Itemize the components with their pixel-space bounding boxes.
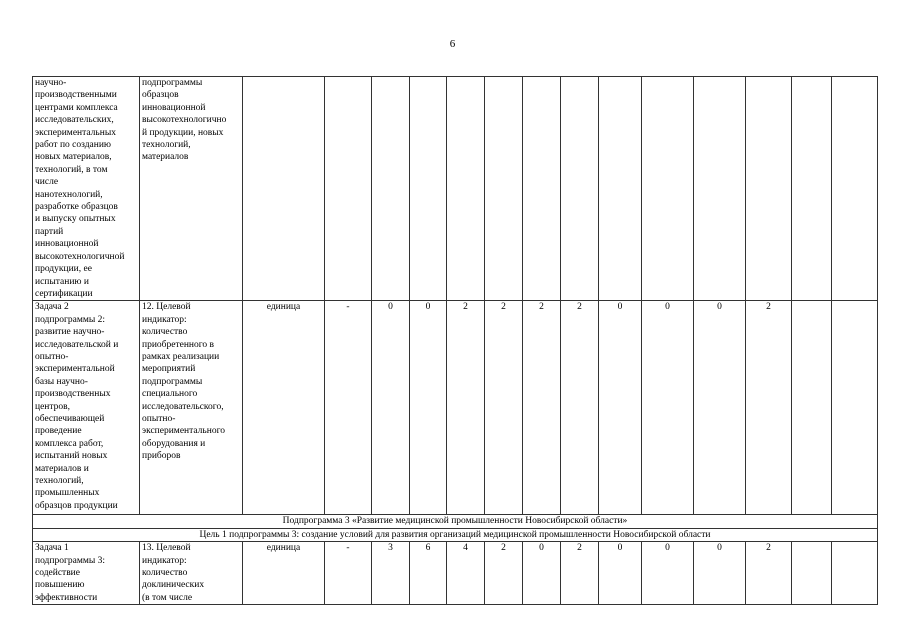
value-cell: -: [325, 542, 372, 605]
value-cell: 0: [523, 542, 561, 605]
task-cell: Задача 2 подпрограммы 2: развитие научно- исследовательской и опытно- экспериментальной базы научно- производственных центров, обеспечивающей проведение комплекса работ, испытаний новых материалов и технологий, промышленных образцов продукции: [33, 301, 140, 515]
value-cell: [561, 77, 599, 301]
value-cell: 2: [746, 542, 792, 605]
value-cell: 2: [447, 301, 485, 515]
value-cell: 2: [523, 301, 561, 515]
value-cell: [792, 301, 832, 515]
value-cell: 2: [746, 301, 792, 515]
indicator-cell: 13. Целевой индикатор: количество доклинических (в том числе: [140, 542, 243, 605]
value-cell: [485, 77, 523, 301]
value-cell: 0: [642, 301, 694, 515]
value-cell: 4: [447, 542, 485, 605]
value-cell: 2: [485, 301, 523, 515]
value-cell: [694, 77, 746, 301]
table-row: [33, 542, 878, 605]
value-cell: [832, 301, 878, 515]
value-cell: [832, 542, 878, 605]
value-cell: [746, 77, 792, 301]
value-cell: [447, 77, 485, 301]
task-cell: Задача 1 подпрограммы 3: содействие повышению эффективности: [33, 542, 140, 605]
value-cell: [410, 77, 447, 301]
value-cell: 3: [372, 542, 410, 605]
table-row: [33, 77, 878, 301]
value-cell: 0: [599, 542, 642, 605]
value-cell: -: [325, 301, 372, 515]
goal-heading-row: [33, 528, 878, 541]
value-cell: [599, 77, 642, 301]
table-row: [33, 301, 878, 515]
unit-cell: [243, 77, 325, 301]
value-cell: [832, 77, 878, 301]
value-cell: 6: [410, 542, 447, 605]
unit-cell: единица: [243, 301, 325, 515]
value-cell: 0: [694, 301, 746, 515]
task-cell: научно- производственными центрами комплекса исследовательских, экспериментальных работ по созданию новых материалов, технологий, в том числе нанотехнологий, разработке образцов и выпуску опытных партий инновационной высокотехнологичной продукции, ее испытанию и сертификации: [33, 77, 140, 301]
indicator-table: [32, 76, 878, 605]
subprogram-title: Подпрограмма 3 «Развитие медицинской промышленности Новосибирской области»: [33, 515, 878, 528]
value-cell: [792, 542, 832, 605]
subprogram-heading-row: [33, 515, 878, 528]
value-cell: 2: [485, 542, 523, 605]
goal-title: Цель 1 подпрограммы 3: создание условий для развития организаций медицинской промышленности Новосибирской области: [33, 528, 878, 541]
value-cell: [792, 77, 832, 301]
indicator-cell: 12. Целевой индикатор: количество приобретенного в рамках реализации мероприятий подпрограммы специального исследовательского, опытно- экспериментального оборудования и приборов: [140, 301, 243, 515]
page-number: 6: [449, 38, 456, 50]
indicator-cell: подпрограммы образцов инновационной высокотехнологично й продукции, новых технологий, материалов: [140, 77, 243, 301]
value-cell: [372, 77, 410, 301]
value-cell: 2: [561, 542, 599, 605]
value-cell: 0: [599, 301, 642, 515]
value-cell: 0: [410, 301, 447, 515]
value-cell: 2: [561, 301, 599, 515]
value-cell: 0: [642, 542, 694, 605]
unit-cell: единица: [243, 542, 325, 605]
value-cell: 0: [372, 301, 410, 515]
value-cell: 0: [694, 542, 746, 605]
value-cell: [523, 77, 561, 301]
value-cell: [325, 77, 372, 301]
value-cell: [642, 77, 694, 301]
